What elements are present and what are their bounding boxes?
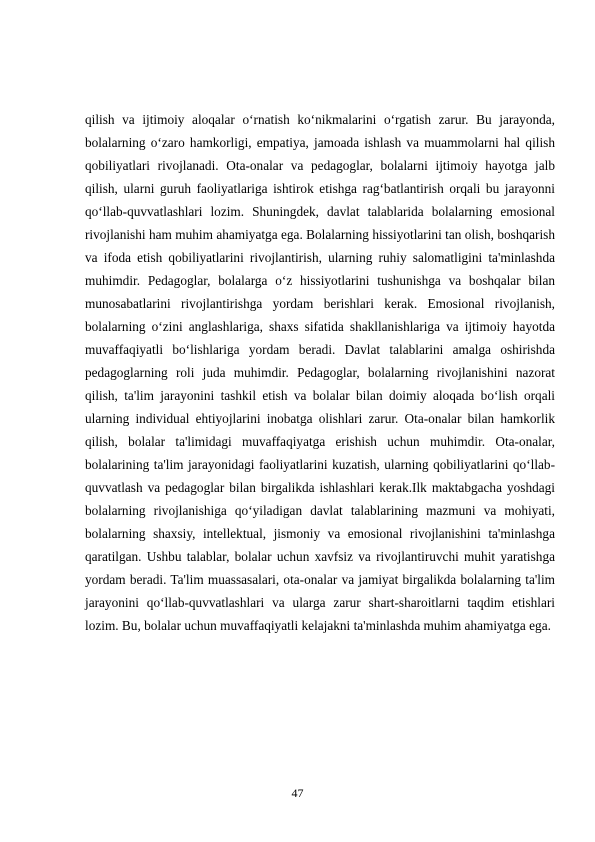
page-number: 47 [291,786,304,800]
body-paragraph: qilish va ijtimoiy aloqalar o‘rnatish ko‘nikmalarini o‘rgatish zarur. Bu jarayonda, bolalarning o‘zaro hamkorligi, empatiya, jamoada ishlash va muammolarni hal qilish qobiliyatlari rivojlanadi. Ota-onalar va pedagoglar, bolalarni ijtimoiy hayotga jalb qilish, ularni guruh faoliyatlariga ishtirok etishga rag‘batlantirish orqali bu jarayonni qo‘llab-quvvatlashlari lozim. Shuningdek, davlat talablarida bolalarning emosional rivojlanishi ham muhim ahamiyatga ega. Bolalarning hissiyotlarini tan olish, boshqarish va ifoda etish qobiliyatlarini rivojlantirish, ularning ruhiy salomatligini ta'minlashda muhimdir. Pedagoglar, bolalarga o‘z hissiyotlarini tushunishga va boshqalar bilan munosabatlarini rivojlantirishga yordam berishlari kerak. Emosional rivojlanish, bolalarning o‘zini anglashlariga, shaxs sifatida shakllanishlariga va ijtimoiy hayotda muvaffaqiyatli bo‘lishlariga yordam beradi. Davlat talablarini amalga oshirishda pedagoglarning roli juda muhimdir. Pedagoglar, bolalarning rivojlanishini nazorat qilish, ta'lim jarayonini tashkil etish va bolalar bilan doimiy aloqada bo‘lish orqali ularning individual ehtiyojlarini inobatga olishlari zarur. Ota-onalar bilan hamkorlik qilish, bolalar ta'limidagi muvaffaqiyatga erishish uchun muhimdir. Ota-onalar, bolalarining ta'lim jarayonidagi faoliyatlarini kuzatish, ularning qobiliyatlarini qo‘llab-quvvatlash va pedagoglar bilan birgalikda ishlashlari kerak.Ilk maktabgacha yoshdagi bolalarning rivojlanishiga qo‘yiladigan davlat talablarining mazmuni va mohiyati, bolalarning shaxsiy, intellektual, jismoniy va emosional rivojlanishini ta'minlashga qaratilgan. Ushbu talablar, bolalar uchun xavfsiz va rivojlantiruvchi muhit yaratishga yordam beradi. Ta'lim muassasalari, ota-onalar va jamiyat birgalikda bolalarning ta'lim jarayonini qo‘llab-quvvatlashlari va ularga zarur shart-sharoitlarni taqdim etishlari lozim. Bu, bolalar uchun muvaffaqiyatli kelajakni ta'minlashda muhim ahamiyatga ega. [85,112,555,633]
